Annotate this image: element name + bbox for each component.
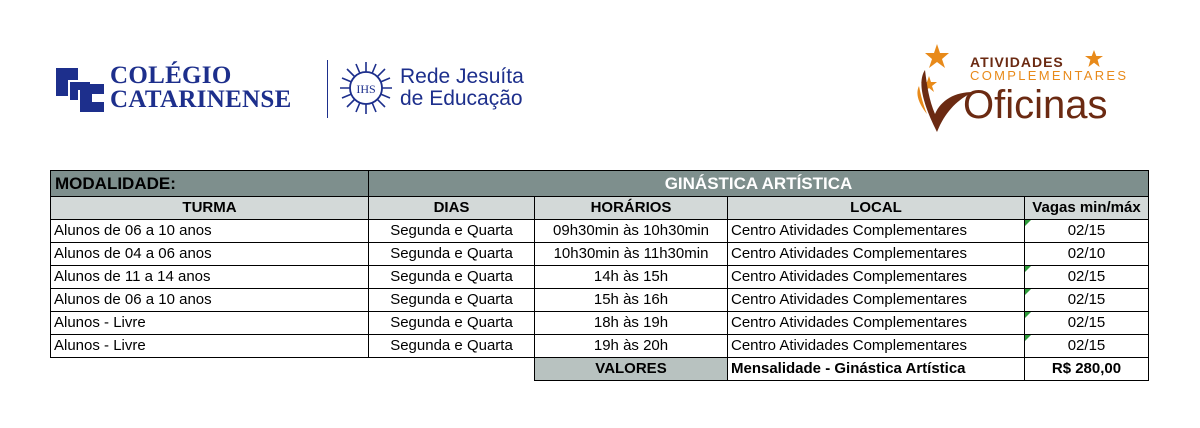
table-row [51,289,1149,312]
cell-local: Centro Atividades Complementares [728,312,1025,335]
blank-cell [51,358,535,381]
cell-local: Centro Atividades Complementares [728,243,1025,266]
network-name [400,66,524,110]
modalidade-label: MODALIDADE: [51,171,369,197]
cc-logo-mark-icon [50,64,106,116]
cell-vagas [1025,335,1149,358]
schedule-table [50,170,1149,381]
header-dias: DIAS [369,197,535,220]
comment-marker-icon [1025,289,1031,295]
cell-dias: Segunda e Quarta [369,243,535,266]
cell-horarios: 15h às 16h [535,289,728,312]
school-name-line2: CATARINENSE [110,86,292,113]
modalidade-row [51,171,1149,197]
modalidade-value: GINÁSTICA ARTÍSTICA [369,171,1149,197]
table-row [51,335,1149,358]
cell-horarios: 14h às 15h [535,266,728,289]
seal-text: IHS [356,82,376,96]
table-row [51,243,1149,266]
vagas-value: 02/15 [1067,222,1106,239]
cell-turma: Alunos de 06 a 10 anos [51,289,369,312]
header-local: LOCAL [728,197,1025,220]
network-name-line2: de Educação [400,87,523,110]
cell-dias: Segunda e Quarta [369,335,535,358]
valores-row [51,358,1149,381]
comment-marker-icon [1025,220,1031,226]
oficinas-title: Oficinas [963,83,1108,127]
jesuit-seal-icon [338,60,394,116]
cell-turma: Alunos de 06 a 10 anos [51,220,369,243]
cell-horarios: 10h30min às 11h30min [535,243,728,266]
header-horarios: HORÁRIOS [535,197,728,220]
comment-marker-icon [1025,335,1031,341]
vagas-value: 02/15 [1067,337,1106,354]
header-vagas: Vagas min/máx [1025,197,1149,220]
column-header-row [51,197,1149,220]
table-row [51,266,1149,289]
vagas-value: 02/15 [1067,314,1106,331]
cell-local: Centro Atividades Complementares [728,266,1025,289]
atividades-complementares-logo [915,42,1155,137]
cell-turma: Alunos de 11 a 14 anos [51,266,369,289]
cell-local: Centro Atividades Complementares [728,289,1025,312]
rede-jesuita-logo [338,60,538,120]
comment-marker-icon [1025,266,1031,272]
cell-local: Centro Atividades Complementares [728,335,1025,358]
valores-description: Mensalidade - Ginástica Artística [728,358,1025,381]
cell-turma: Alunos - Livre [51,312,369,335]
cell-local: Centro Atividades Complementares [728,220,1025,243]
vagas-value: 02/15 [1067,291,1106,308]
cell-vagas [1025,266,1149,289]
cell-vagas [1025,220,1149,243]
cell-dias: Segunda e Quarta [369,220,535,243]
valores-label: VALORES [535,358,728,381]
cell-dias: Segunda e Quarta [369,266,535,289]
comment-marker-icon [1025,312,1031,318]
activities-subtitle: COMPLEMENTARES [970,68,1129,83]
cell-vagas [1025,289,1149,312]
cell-turma: Alunos - Livre [51,335,369,358]
cell-horarios: 19h às 20h [535,335,728,358]
cell-horarios: 09h30min às 10h30min [535,220,728,243]
star-icon [1085,50,1103,68]
vagas-value: 02/10 [1067,245,1106,262]
header-turma: TURMA [51,197,369,220]
valores-price: R$ 280,00 [1025,358,1149,381]
cell-vagas [1025,312,1149,335]
cell-turma: Alunos de 04 a 06 anos [51,243,369,266]
cell-horarios: 18h às 19h [535,312,728,335]
vagas-value: 02/15 [1067,268,1106,285]
logo-divider [327,60,328,118]
school-name-line1: COLÉGIO [110,62,232,89]
table-row [51,220,1149,243]
school-name [110,64,292,112]
network-name-line1: Rede Jesuíta [400,65,524,88]
cell-dias: Segunda e Quarta [369,289,535,312]
cell-dias: Segunda e Quarta [369,312,535,335]
activities-title: ATIVIDADES [970,54,1064,70]
table-row [51,312,1149,335]
colegio-catarinense-logo [50,62,320,122]
cell-vagas [1025,243,1149,266]
